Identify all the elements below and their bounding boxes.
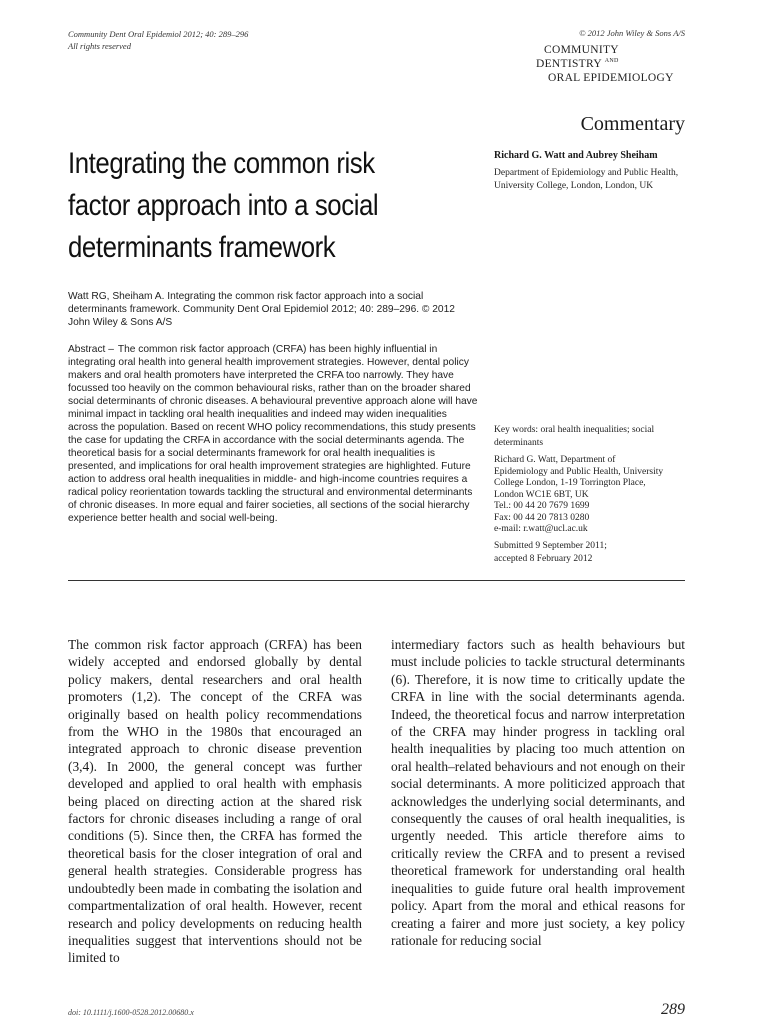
running-header (68, 28, 248, 52)
article-title: Integrating the common risk factor approach into a social determinants framework (68, 147, 379, 264)
logo-line-2: DENTISTRY $^{AND}$ (536, 58, 619, 70)
contact-line-4: London WC1E 6BT, UK (494, 489, 589, 500)
abstract (68, 343, 478, 525)
authors: Richard G. Watt and Aubrey Sheiham (494, 150, 658, 161)
contact-email: e-mail: r.watt@ucl.ac.uk (494, 524, 588, 534)
section-label: Commentary (580, 113, 685, 135)
divider-rule (68, 580, 685, 581)
copyright-line: © 2012 John Wiley & Sons A/S (579, 28, 685, 38)
correspondence (494, 455, 684, 536)
contact-tel: Tel.: 00 44 20 7679 1699 (494, 501, 590, 511)
body-column-right: intermediary factors such as health behaviours but must include policies to tackle structural determinants (6). Therefore, it is now time to critically update the CRFA in line with the social determinants agenda. Indeed, the theoretical focus and narrow interpretation of the CRFA may hinder progress in tackling oral health inequalities by placing too much attention on oral health–related behaviours and not enough on their social determinants. A more politicized approach that acknowledges the underlying social determinants, and consequently the causes of oral health inequalities, is urgently needed. This article therefore aims to critically review the CRFA and to present a revised theoretical framework for understanding oral health inequalities to guide future oral health improvement policy. Apart from the moral and ethical reasons for creating a fairer and more just society, a key policy rationale for reducing social (391, 637, 685, 948)
contact-line-3: College London, 1-19 Torrington Place, (494, 478, 646, 488)
contact-line-2: Epidemiology and Public Health, University (494, 466, 664, 477)
logo-line-3: ORAL EPIDEMIOLOGY (548, 72, 674, 84)
accepted-line: accepted 8 February 2012 (494, 553, 593, 564)
abstract-label: Abstract – (68, 344, 114, 355)
affiliation: Department of Epidemiology and Public Health, University College, London, London, UK (494, 168, 679, 191)
submission-dates (494, 540, 684, 565)
citation: Watt RG, Sheiham A. Integrating the common risk factor approach into a social determinants framework. Community Dent Oral Epidemiol 2012; 40: 289–296. © 2012 John Wiley & Sons A/S (68, 291, 455, 328)
keywords: Key words: oral health inequalities; social determinants (494, 425, 655, 448)
logo-line-1: COMMUNITY (544, 44, 619, 56)
journal-logo (536, 44, 686, 90)
contact-line-1: Richard G. Watt, Department of (494, 455, 616, 465)
journal-citation-line: Community Dent Oral Epidemiol 2012; 40: 289–296 (68, 29, 249, 39)
body-column-left: The common risk factor approach (CRFA) has been widely accepted and endorsed globally by dental policy makers, dental researchers and oral health promoters (1,2). The concept of the CRFA was originally based on health policy recommendations from the WHO in the 1980s that encouraged an integrated approach to chronic disease prevention (3,4). In 2000, the general concept was further developed and applied to oral health with emphasis being placed on directing action at the shared risk factors for chronic diseases including a range of oral conditions (5). Since then, the CRFA has formed the theoretical basis for the closer integration of oral and general health strategies. Considerable progress has undoubtedly been made in combating the isolation and compartmentalization of oral health. However, recent research and policy developments on reducing health inequalities suggest that interventions should not be limited to (68, 637, 362, 966)
logo-and: AND (604, 58, 619, 64)
abstract-text: The common risk factor approach (CRFA) has been highly influential in integrating oral health into general health improvement strategies. However, dental policy makers and oral health promoters have interpreted the CRFA too narrowly. They have focussed too heavily on the common behavioural risks, rather than on the broader shared social determinants of chronic diseases. A behavioural preventive approach alone will have minimal impact in tackling oral health inequalities and indeed may widen inequalities across the population. Based on recent WHO policy recommendations, this study presents the case for updating the CRFA in accordance with the social determinants agenda. The theoretical basis for a social determinants framework for oral health inequalities is presented, and implications for oral health improvement strategies are highlighted. Future action to address oral health inequalities in middle- and high-income countries requires a radical policy reorientation towards tackling the structural and environmental determinants of chronic diseases. In more equal and fairer societies, all sections of the social hierarchy experience better health and social well-being. (68, 344, 478, 524)
page-number: 289 (661, 1001, 685, 1018)
contact-fax: Fax: 00 44 20 7813 0280 (494, 512, 590, 523)
submitted-line: Submitted 9 September 2011; (494, 541, 607, 551)
rights-line: All rights reserved (68, 41, 131, 51)
doi: doi: 10.1111/j.1600-0528.2012.00680.x (68, 1008, 194, 1017)
